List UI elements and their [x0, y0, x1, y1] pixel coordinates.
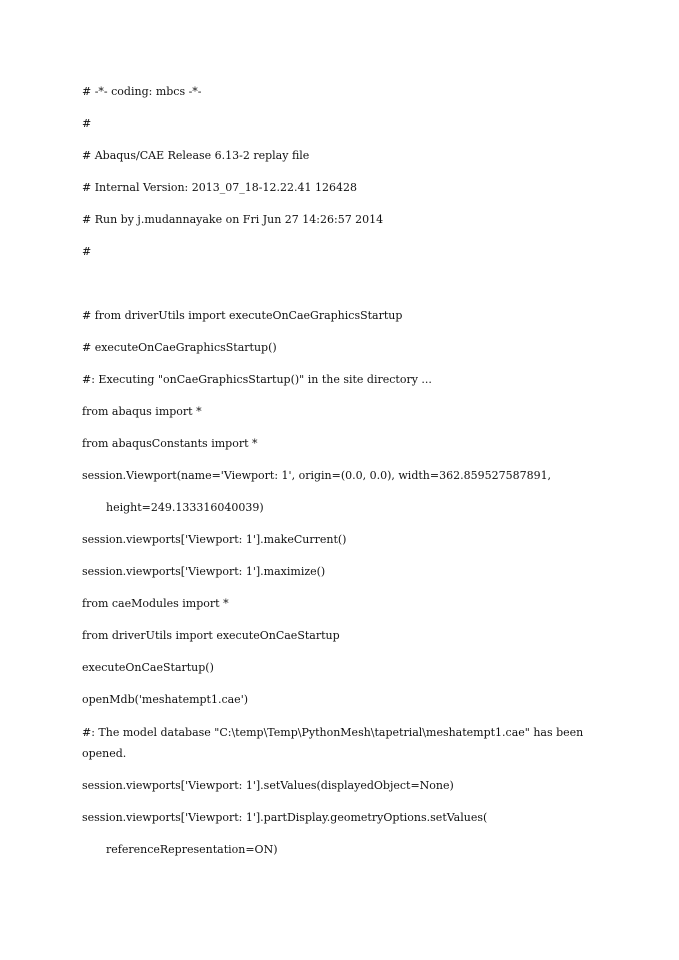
- code-line-coding: # -*- coding: mbcs -*-: [82, 85, 202, 98]
- code-line-import-graphics-startup: # from driverUtils import executeOnCaeGraphicsStartup: [82, 309, 403, 322]
- code-line-internal-version: # Internal Version: 2013_07_18-12.22.41 126428: [82, 181, 357, 194]
- code-line-import-cae-startup: from driverUtils import executeOnCaeStartup: [82, 629, 340, 642]
- code-line-executing-message: #: Executing "onCaeGraphicsStartup()" in the site directory ...: [82, 373, 432, 386]
- code-line-opened: opened.: [82, 747, 127, 760]
- code-line-release: # Abaqus/CAE Release 6.13-2 replay file: [82, 149, 310, 162]
- code-line-make-current: session.viewports['Viewport: 1'].makeCurrent(): [82, 533, 347, 546]
- code-line-reference-representation: referenceRepresentation=ON): [106, 843, 278, 856]
- code-line-import-constants: from abaqusConstants import *: [82, 437, 258, 450]
- code-line-comment-blank: #: [82, 117, 92, 130]
- code-line-import-abaqus: from abaqus import *: [82, 405, 202, 418]
- code-line-maximize: session.viewports['Viewport: 1'].maximize(): [82, 565, 326, 578]
- code-line-viewport-height: height=249.133316040039): [106, 501, 264, 514]
- code-line-execute-cae-startup: executeOnCaeStartup(): [82, 661, 214, 674]
- code-line-import-cae-modules: from caeModules import *: [82, 597, 229, 610]
- code-line-viewport-create: session.Viewport(name='Viewport: 1', origin=(0.0, 0.0), width=362.859527587891,: [82, 469, 552, 482]
- code-line-geometry-options: session.viewports['Viewport: 1'].partDisplay.geometryOptions.setValues(: [82, 811, 488, 824]
- code-line-comment-blank: #: [82, 245, 92, 258]
- code-line-model-database-message: #: The model database "C:\temp\Temp\PythonMesh\tapetrial\meshatempt1.cae" has been: [82, 726, 584, 739]
- code-line-execute-graphics-startup: # executeOnCaeGraphicsStartup(): [82, 341, 277, 354]
- code-line-set-displayed-object: session.viewports['Viewport: 1'].setValues(displayedObject=None): [82, 779, 454, 792]
- code-line-open-mdb: openMdb('meshatempt1.cae'): [82, 693, 249, 706]
- code-line-run-by: # Run by j.mudannayake on Fri Jun 27 14:26:57 2014: [82, 213, 384, 226]
